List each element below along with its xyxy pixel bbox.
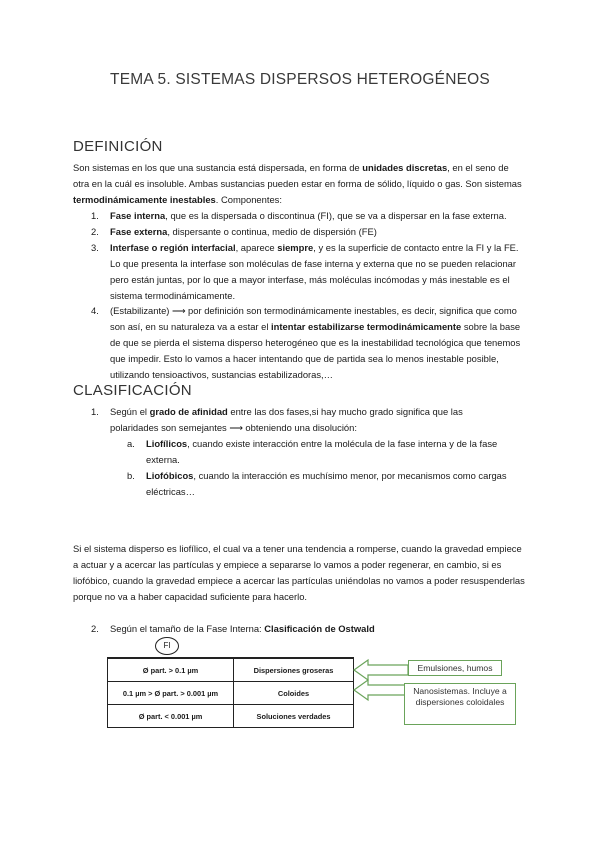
arrow-connectors (350, 658, 410, 718)
item-number: 2. (91, 226, 99, 237)
component-fase-interna: Fase interna, que es la dispersada o discontinua (FI), que se va a dispersar en la fase externa. (110, 210, 507, 221)
heading-clasificacion: CLASIFICACIÓN (73, 382, 192, 399)
type-cell: Coloides (234, 682, 354, 705)
item-number: 2. (91, 623, 99, 634)
callout-nanosistemas: Nanosistemas. Incluye a dispersiones coloidales (404, 683, 516, 725)
sub-item-letter: b. (127, 470, 135, 481)
page-title: TEMA 5. SISTEMAS DISPERSOS HETEROGÉNEOS (110, 71, 490, 88)
sub-item-letter: a. (127, 438, 135, 449)
classification-ostwald: Según el tamaño de la Fase Interna: Clasificación de Ostwald (110, 623, 375, 634)
size-cell: 0.1 µm > Ø part. > 0.001 µm (108, 682, 234, 705)
type-cell: Soluciones verdades (234, 705, 354, 728)
table-row (108, 705, 354, 728)
item-number: 3. (91, 242, 99, 253)
arrow-left-icon (354, 680, 408, 700)
component-fase-externa: Fase externa, dispersante o continua, medio de dispersión (FE) (110, 226, 377, 237)
component-interfase: Interfase o región interfacial, aparece siempre, y es la superficie de contacto entre la FI y la FE. Lo que presenta la interfase son moléculas de fase interna y externa que no se pueden relacionar pero están juntas, por lo que a mayor interfase, más moléculas incómodas y más inestable es el sistema termodinámicamente. (110, 242, 519, 301)
item-number: 1. (91, 210, 99, 221)
heading-definicion: DEFINICIÓN (73, 138, 163, 155)
item-number: 1. (91, 406, 99, 417)
size-cell: Ø part. > 0.1 µm (108, 658, 234, 682)
arrow-left-icon (354, 660, 408, 680)
size-cell: Ø part. < 0.001 µm (108, 705, 234, 728)
type-cell: Dispersiones groseras (234, 658, 354, 682)
table-row (108, 682, 354, 705)
fi-label: FI (155, 637, 179, 655)
component-estabilizante: (Estabilizante) ⟶ por definición son termodinámicamente inestables, es decir, significa que como son así, en su naturaleza va a estar el intentar estabilizarse termodinámicamente sobre la base de que se pierda el sistema disperso heterogéneo que es la inestabilidad tecnológica que tenemos que impedir. Esto lo vamos a hacer intentando que de partida sea lo menos inestable posible, utilizando tensioactivos, sustancias estabilizadoras,… (110, 305, 521, 380)
classification-liofilicos: Liofílicos, cuando existe interacción entre la molécula de la fase interna y de la fase externa. (146, 438, 498, 465)
callout-emulsiones: Emulsiones, humos (408, 660, 502, 676)
item-number: 4. (91, 305, 99, 316)
table-row (108, 658, 354, 682)
classification-liofobicos: Liofóbicos, cuando la interacción es muchísimo menor, por mecanismos como cargas eléctricas… (146, 470, 507, 497)
classification-afinidad: Según el grado de afinidad entre las dos fases,si hay mucho grado significa que las polaridades son semejantes ⟶ obteniendo una disolución: (110, 406, 463, 433)
ostwald-table (107, 657, 354, 728)
definition-intro: Son sistemas en los que una sustancia está dispersada, en forma de unidades discretas, en el seno de otra en la cuál es insoluble. Ambas sustancias pueden estar en forma de sólido, líquido o gas. Son sistemas termodinámicamente inestables. Componentes: (73, 162, 522, 205)
gravity-paragraph: Si el sistema disperso es liofílico, el cual va a tener una tendencia a romperse, cuando la gravedad empiece a actuar y a acercar las partículas y empiece a separarse lo vamos a poder regenerar, en cambio, si es liofóbico, cuando la gravedad empiece a acercar las partículas uniéndolas no vamos a poder resuspenderlas porque no va a haber capacidad suficiente para hacerlo. (73, 543, 525, 602)
